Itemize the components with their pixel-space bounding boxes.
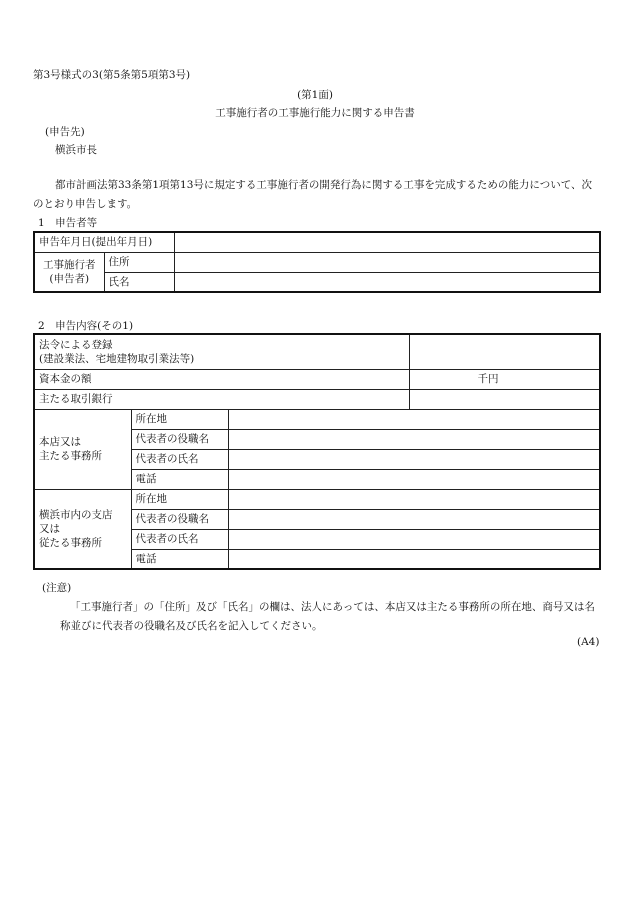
head-office-rep-title-field[interactable] <box>228 429 600 449</box>
table-row <box>34 232 600 252</box>
registration-label-line2: (建設業法、宅地建物取引業法等) <box>39 352 195 365</box>
name-label: 氏名 <box>104 272 174 292</box>
applicant-table <box>33 231 601 293</box>
date-label: 申告年月日(提出年月日) <box>34 232 174 252</box>
table-row <box>34 252 600 272</box>
table-row <box>34 389 600 409</box>
head-office-location-label: 所在地 <box>131 409 228 429</box>
table-row <box>34 272 600 292</box>
registration-field[interactable] <box>409 334 600 369</box>
note-text: 「工事施行者」の「住所」及び「氏名」の欄は、法人にあっては、本店又は主たる事務所の所在地、商号又は名称並びに代表者の役職名及び氏名を記入してください。 <box>60 601 595 632</box>
branch-label-line1: 横浜市内の支店 <box>39 508 113 521</box>
addressee-label: (申告先) <box>45 126 85 138</box>
applicant-label <box>34 252 104 292</box>
head-office-label-line1: 本店又は <box>39 436 81 448</box>
page-label: (第1面) <box>297 89 333 101</box>
head-office-phone-label: 電話 <box>131 469 228 489</box>
applicant-label-line1: 工事施行者 <box>43 258 96 271</box>
head-office-phone-field[interactable] <box>228 469 600 489</box>
form-number: 第3号様式の3(第5条第5項第3号) <box>33 69 191 81</box>
capital-field[interactable] <box>409 369 600 389</box>
branch-rep-title-label: 代表者の役職名 <box>131 509 228 529</box>
document-title: 工事施行者の工事施行能力に関する申告書 <box>215 107 415 119</box>
bank-label: 主たる取引銀行 <box>34 389 409 409</box>
table-row <box>34 489 600 509</box>
branch-label-line2: 又は <box>39 522 60 535</box>
date-field[interactable] <box>174 232 600 252</box>
name-field[interactable] <box>174 272 600 292</box>
note-label: (注意) <box>42 582 72 594</box>
branch-phone-label: 電話 <box>131 549 228 569</box>
table-row <box>34 334 600 369</box>
addressee-name: 横浜市長 <box>55 144 97 156</box>
branch-label-line3: 従たる事務所 <box>39 536 102 549</box>
bank-field[interactable] <box>409 389 600 409</box>
head-office-label <box>34 409 131 489</box>
address-label: 住所 <box>104 252 174 272</box>
section2-heading: 2 申告内容(その1) <box>38 320 134 332</box>
section1-heading: 1 申告者等 <box>38 217 98 229</box>
head-office-rep-title-label: 代表者の役職名 <box>131 429 228 449</box>
declaration-text: 都市計画法第33条第1項第13号に規定する工事施行者の開発行為に関する工事を完成するための能力について、次のとおり申告します。 <box>33 179 592 210</box>
head-office-location-field[interactable] <box>228 409 600 429</box>
branch-label <box>34 489 131 569</box>
registration-label-line1: 法令による登録 <box>39 338 113 351</box>
branch-location-label: 所在地 <box>131 489 228 509</box>
branch-rep-name-label: 代表者の氏名 <box>131 529 228 549</box>
paper-size-label: (A4) <box>577 636 600 648</box>
table-row <box>34 409 600 429</box>
address-field[interactable] <box>174 252 600 272</box>
branch-location-field[interactable] <box>228 489 600 509</box>
branch-rep-title-field[interactable] <box>228 509 600 529</box>
table-row <box>34 369 600 389</box>
head-office-rep-name-label: 代表者の氏名 <box>131 449 228 469</box>
declaration-table <box>33 333 601 570</box>
applicant-label-line2: (申告者) <box>49 272 90 285</box>
branch-phone-field[interactable] <box>228 549 600 569</box>
capital-label: 資本金の額 <box>34 369 409 389</box>
head-office-label-line2: 主たる事務所 <box>39 450 102 462</box>
registration-label <box>34 334 409 369</box>
capital-unit: 千円 <box>477 373 499 385</box>
branch-rep-name-field[interactable] <box>228 529 600 549</box>
head-office-rep-name-field[interactable] <box>228 449 600 469</box>
